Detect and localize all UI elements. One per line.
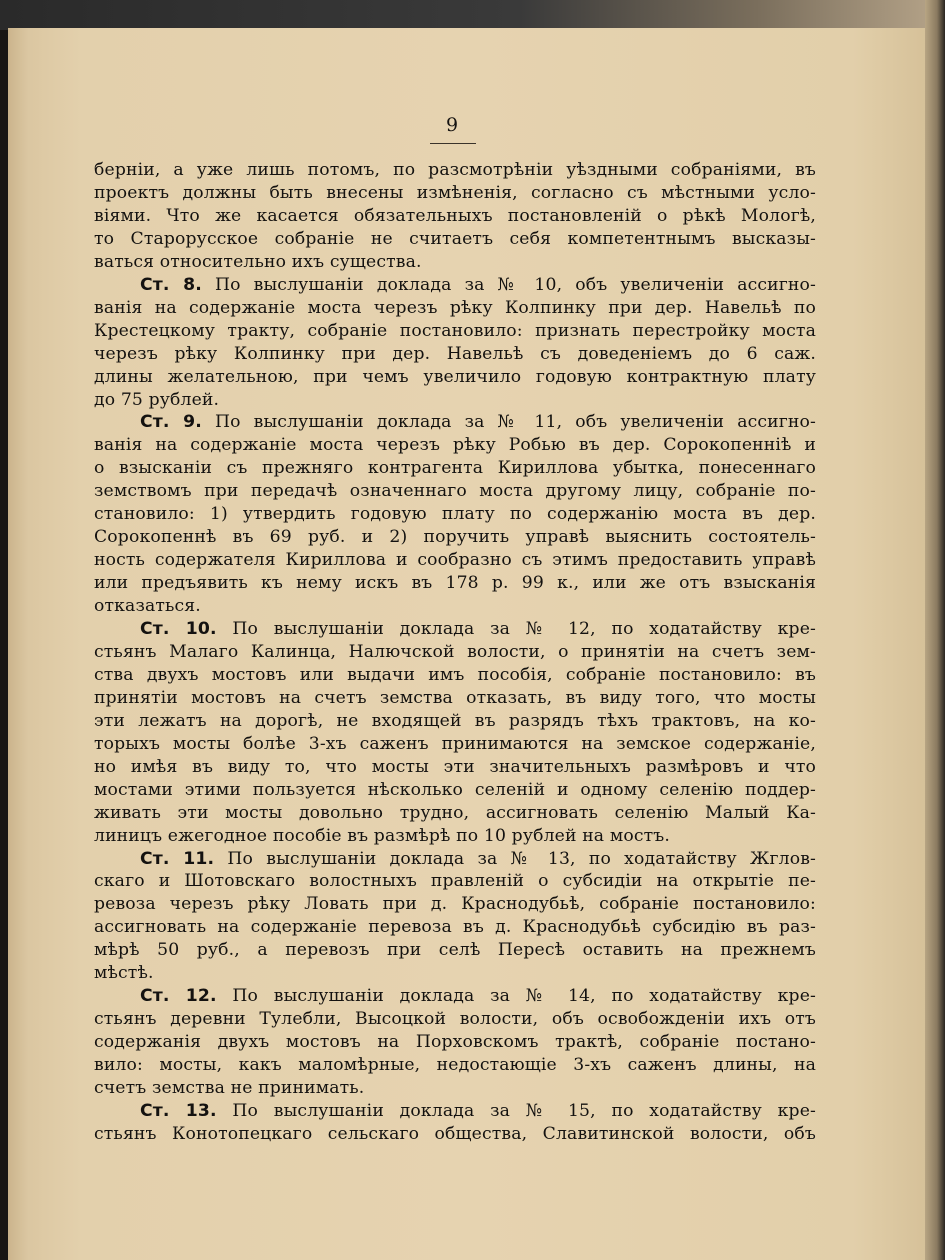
text-line — [94, 1054, 816, 1077]
text-line — [94, 687, 816, 710]
article-first-line — [94, 411, 816, 434]
text-line — [94, 595, 816, 618]
text-line — [94, 664, 816, 687]
article-label: Ст. 9. — [140, 412, 202, 433]
line-text: принятіи мостовъ на счетъ земства отказать, въ виду того, что мосты — [94, 687, 816, 708]
text-line — [94, 572, 816, 595]
line-text: вило: мосты, какъ маломѣрные, недостающіе 3-хъ саженъ длины, на — [94, 1055, 816, 1076]
text-line — [94, 457, 816, 480]
line-text: становило: 1) утвердить годовую плату по содержанію моста въ дер. — [94, 504, 816, 525]
line-text: то Старорусское собраніе не считаетъ себя компетентнымъ высказы- — [94, 228, 816, 249]
article-first-line — [94, 274, 816, 297]
line-text: віями. Что же касается обязательныхъ постановленій о рѣкѣ Мологѣ, — [94, 205, 816, 226]
text-line — [94, 320, 816, 343]
line-text: мостами этими пользуется нѣсколько селеній и одному селенію поддер- — [94, 779, 816, 800]
line-text: ассигновать на содержаніе перевоза въ д. Краснодубьѣ субсидію въ раз- — [94, 917, 816, 938]
text-line — [94, 802, 816, 825]
line-text: По выслушаніи доклада за № 12, по ходатайству кре- — [232, 619, 816, 639]
text-line — [94, 1077, 816, 1100]
line-text: длины желательною, при чемъ увеличило годовую контрактную плату — [94, 366, 816, 387]
text-line — [94, 228, 816, 251]
article-first-line — [94, 848, 816, 871]
scan-top-edge — [0, 0, 945, 30]
line-text: По выслушаніи доклада за № 13, по ходатайству Жглов- — [227, 848, 816, 869]
line-text: Сорокопеннѣ въ 69 руб. и 2) поручить управѣ выяснить состоятель- — [94, 527, 816, 548]
line-text: мѣрѣ 50 руб., а перевозъ при селѣ Пересѣ оставить на прежнемъ — [94, 940, 816, 961]
text-line — [94, 870, 816, 893]
article-label: Ст. 8. — [140, 274, 202, 295]
line-text: эти лежатъ на дорогѣ, не входящей въ разрядъ тѣхъ трактовъ, на ко- — [94, 710, 816, 731]
text-line — [94, 916, 816, 939]
text-line — [94, 182, 816, 205]
article-label: Ст. 13. — [140, 1100, 217, 1121]
line-text: Крестецкому тракту, собраніе постановило: признать перестройку моста — [94, 320, 816, 341]
line-text: или предъявить къ нему искъ въ 178 р. 99 к., или же отъ взысканія — [94, 573, 816, 594]
line-text: мѣстѣ. — [94, 963, 154, 984]
text-line — [94, 756, 816, 779]
line-text: ваться относительно ихъ существа. — [94, 251, 422, 272]
line-text: отказаться. — [94, 596, 201, 617]
line-text: но имѣя въ виду то, что мосты эти значительныхъ размѣровъ и что — [94, 756, 816, 777]
text-line — [94, 779, 816, 802]
text-line — [94, 480, 816, 503]
page-number: 9 — [445, 114, 459, 136]
line-text: линицъ ежегодное пособіе въ размѣрѣ по 10 рублей на мостъ. — [94, 825, 670, 846]
line-text: По выслушаніи доклада за № 15, по ходатайству кре- — [232, 1100, 816, 1121]
line-text: счетъ земства не принимать. — [94, 1078, 365, 1098]
line-text: проектъ должны быть внесены измѣненія, согласно съ мѣстными усло- — [94, 182, 816, 203]
line-text: берніи, а уже лишь потомъ, по разсмотрѣніи уѣздными собраніями, въ — [94, 160, 816, 180]
text-line — [94, 526, 816, 549]
text-line — [94, 205, 816, 228]
line-text: торыхъ мосты болѣе 3-хъ саженъ принимаются на земское содержаніе, — [94, 733, 816, 754]
line-text: скаго и Шотовскаго волостныхъ правленій о субсидіи на открытіе пе- — [94, 871, 816, 892]
line-text: стьянъ деревни Тулебли, Высоцкой волости, объ освобожденіи ихъ отъ — [94, 1009, 816, 1030]
article-first-line — [94, 618, 816, 641]
line-text: до 75 рублей. — [94, 389, 220, 410]
text-line — [94, 825, 816, 848]
line-text: По выслушаніи доклада за № 10, объ увеличеніи ассигно- — [214, 274, 816, 295]
text-line — [94, 1008, 816, 1031]
line-text: черезъ рѣку Колпинку при дер. Навельѣ съ доведеніемъ до 6 саж. — [94, 343, 816, 364]
article-first-line — [94, 1100, 816, 1123]
line-text: живать эти мосты довольно трудно, ассигновать селенію Малый Ка- — [94, 802, 816, 823]
article-label: Ст. 10. — [140, 619, 217, 639]
line-text: ства двухъ мостовъ или выдачи имъ пособія, собраніе постановило: въ — [94, 664, 816, 685]
text-line — [94, 893, 816, 916]
line-text: ность содержателя Кириллова и сообразно съ этимъ предоставить управѣ — [94, 550, 816, 571]
text-line — [94, 939, 816, 962]
text-line — [94, 434, 816, 457]
line-text: стьянъ Конотопецкаго сельскаго общества, Славитинской волости, объ — [94, 1123, 816, 1144]
text-line — [94, 1031, 816, 1054]
line-text: ревоза черезъ рѣку Ловать при д. Краснодубьѣ, собраніе постановило: — [94, 894, 816, 915]
text-line — [94, 251, 816, 274]
line-text: По выслушаніи доклада за № 14, по ходатайству кре- — [232, 986, 816, 1007]
line-text: ванія на содержаніе моста черезъ рѣку Колпинку при дер. Навельѣ по — [94, 297, 816, 318]
page-binding-edge — [8, 28, 42, 1260]
line-text: содержанія двухъ мостовъ на Порховскомъ трактѣ, собраніе постано- — [94, 1032, 816, 1053]
line-text: По выслушаніи доклада за № 11, объ увеличеніи ассигно- — [214, 412, 816, 433]
text-line — [94, 641, 816, 664]
text-line — [94, 962, 816, 985]
line-text: стьянъ Малаго Калинца, Налючской волости, о принятіи на счетъ зем- — [94, 641, 816, 662]
article-label: Ст. 11. — [140, 848, 215, 869]
text-line — [94, 710, 816, 733]
article-label: Ст. 12. — [140, 986, 217, 1007]
line-text: земствомъ при передачѣ означеннаго моста другому лицу, собраніе по- — [94, 481, 816, 502]
line-text: ванія на содержаніе моста черезъ рѣку Робью въ дер. Сорокопенніѣ и — [94, 435, 816, 456]
page-number-rule — [430, 143, 476, 144]
line-text: о взысканіи съ прежняго контрагента Кириллова убытка, понесеннаго — [94, 458, 816, 479]
text-line — [94, 1123, 816, 1146]
text-line — [94, 503, 816, 526]
article-first-line — [94, 985, 816, 1008]
text-line — [94, 366, 816, 389]
page-right-edge — [925, 0, 945, 1260]
text-line — [94, 159, 816, 182]
text-line — [94, 549, 816, 572]
text-line — [94, 733, 816, 756]
text-line — [94, 343, 816, 366]
text-line — [94, 297, 816, 320]
text-line — [94, 389, 816, 412]
